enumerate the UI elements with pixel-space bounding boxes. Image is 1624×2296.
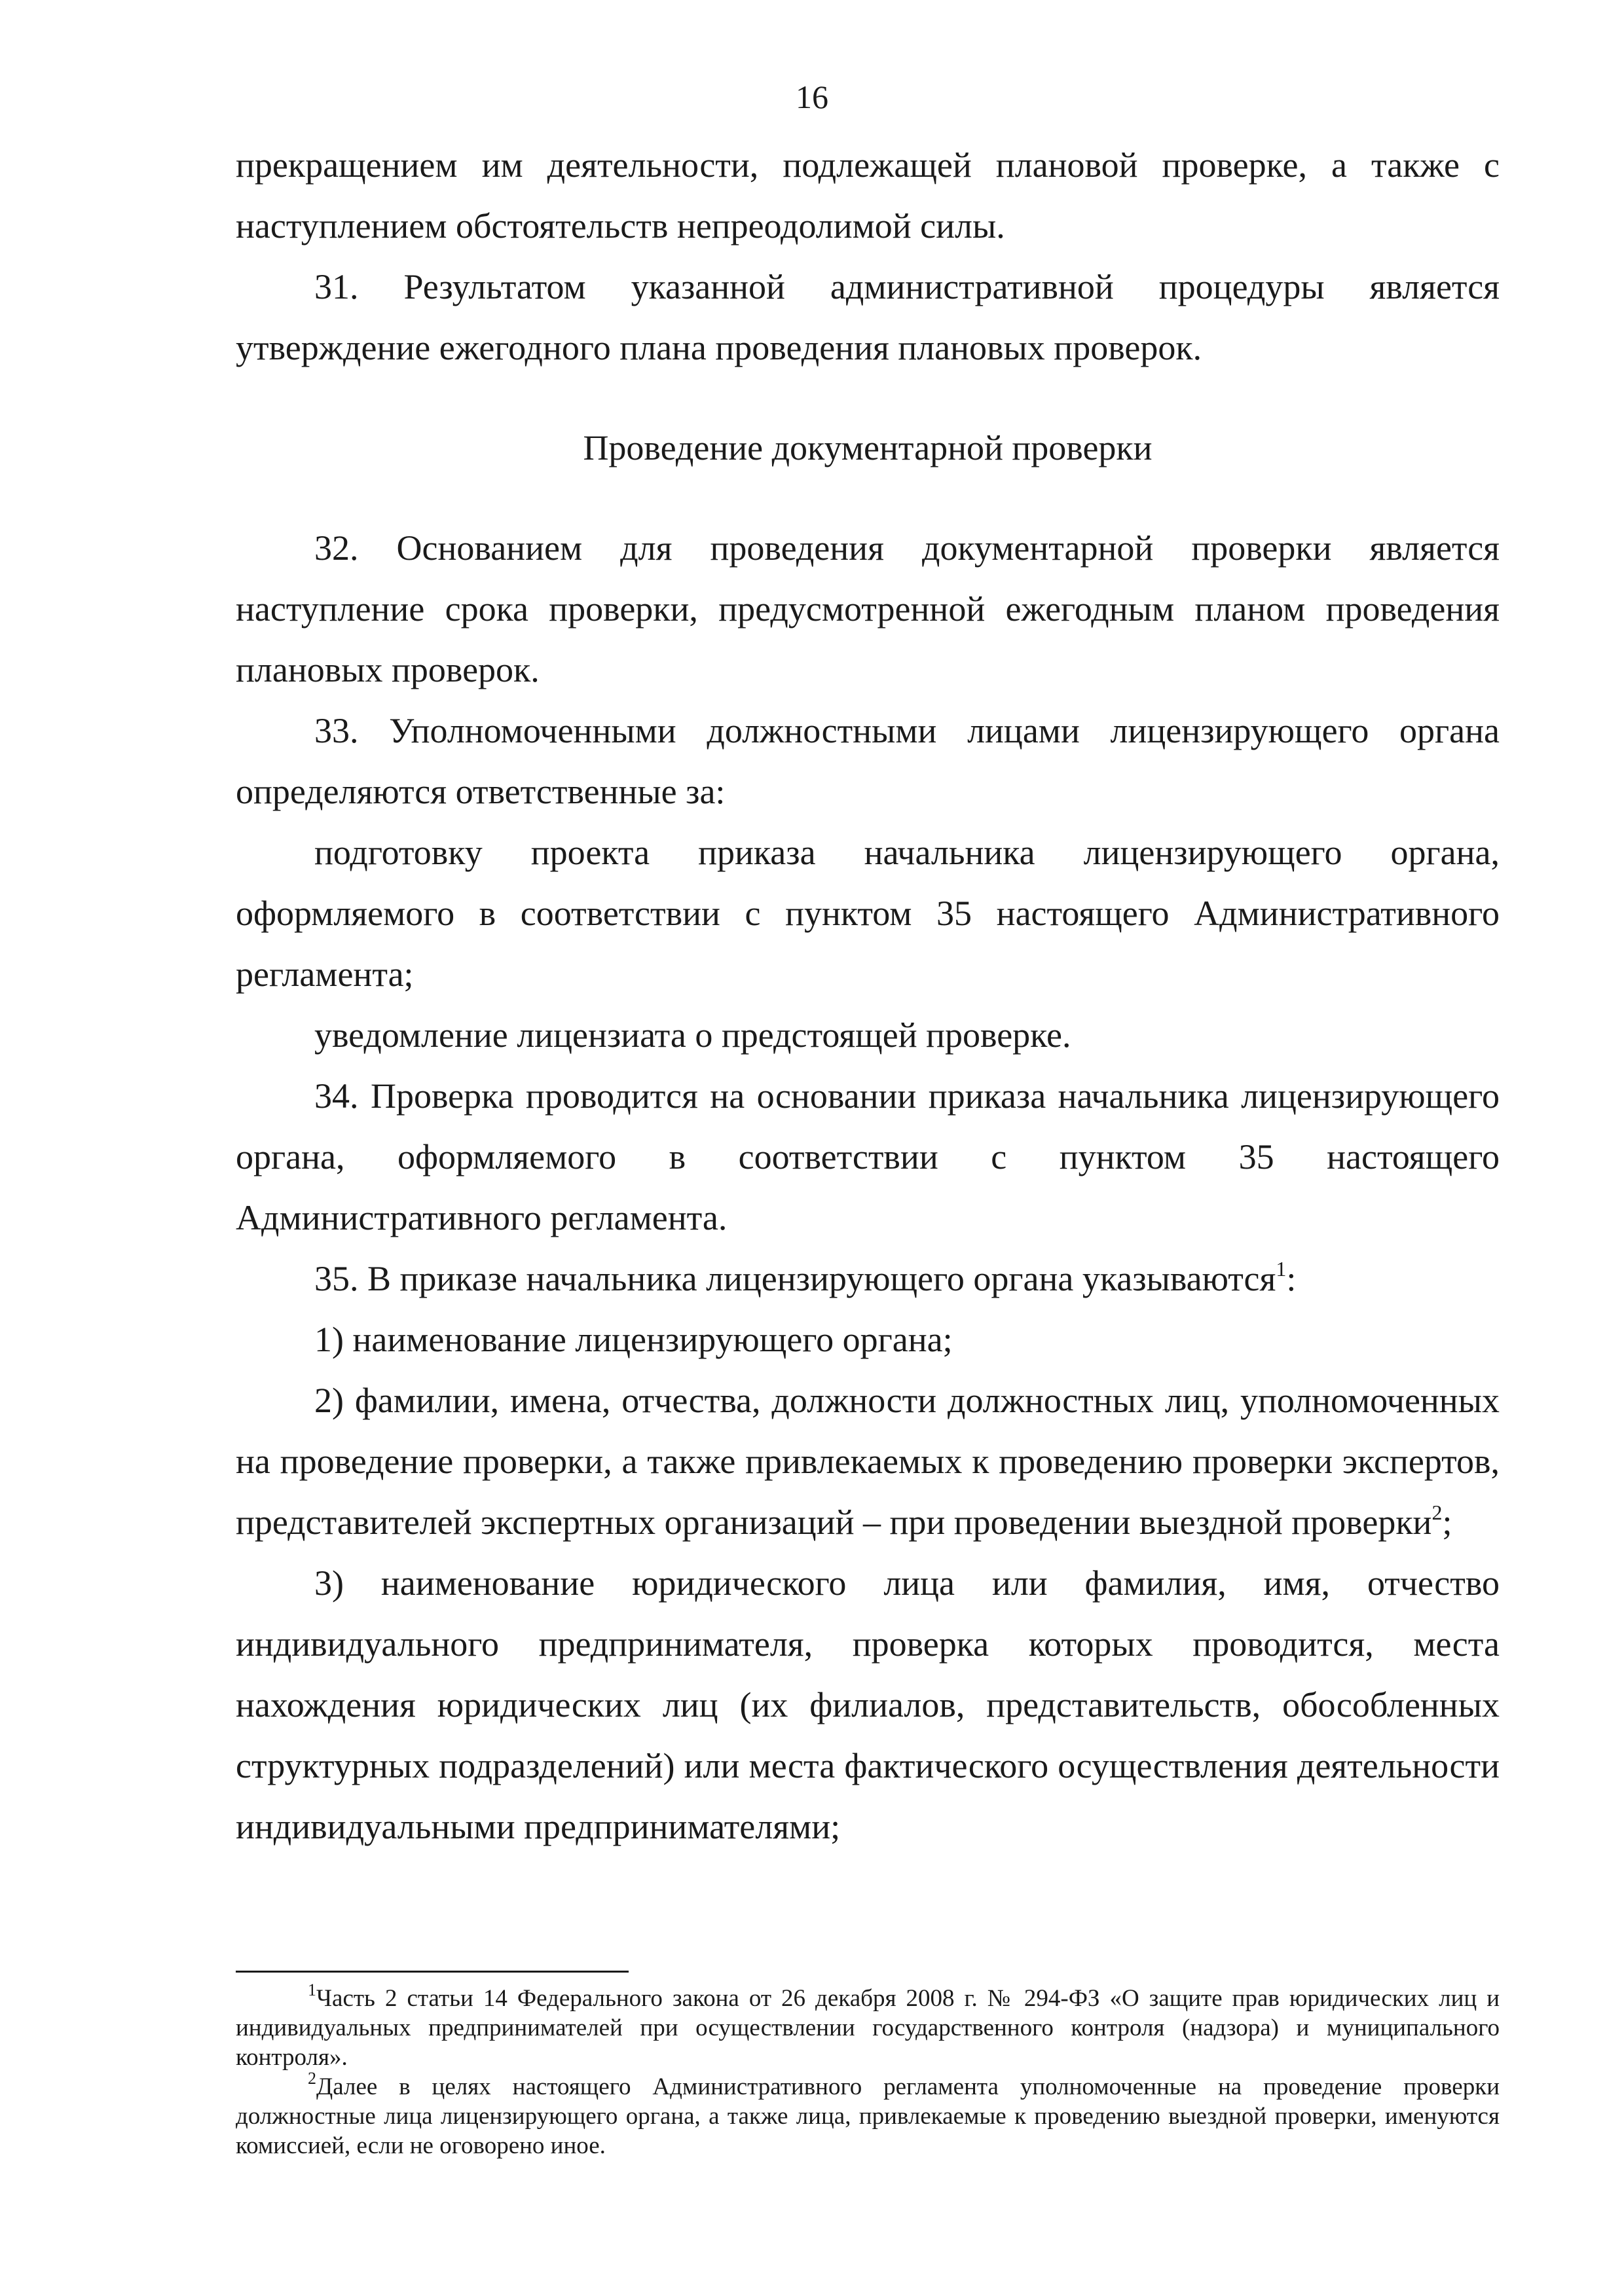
page-number: 16	[796, 79, 828, 115]
list-item-3: 3) наименование юридического лица или фамилия, имя, отчество индивидуального предпринимателя, проверка которых проводится, места нахождения юридических лиц (их филиалов, представительств, обособленных структурных подразделений) или места фактического осуществления деятельности индивидуальными предпринимателями;	[236, 1563, 1500, 1846]
list-item-2	[236, 1370, 1500, 1553]
footnote-ref-1: 1	[1276, 1257, 1287, 1281]
footnote-2-text: Далее в целях настоящего Административного регламента уполномоченные на проведение проверки должностные лица лицензирующего органа, а также лица, привлекаемые к проведению выездной проверки, именуются комиссией, если не оговорено иное.	[236, 2073, 1500, 2159]
footnote-2	[236, 2069, 1500, 2160]
body-text	[236, 135, 1500, 1857]
paragraph-35-text: 35. В приказе начальника лицензирующего органа указываются	[314, 1259, 1276, 1298]
paragraph-32: 32. Основанием для проведения документарной проверки является наступление срока проверки, предусмотренной ежегодным планом проведения плановых проверок.	[236, 528, 1500, 689]
footnote-1	[236, 1980, 1500, 2072]
footnotes	[236, 1980, 1500, 2160]
footnote-mark-2: 2	[308, 2069, 316, 2088]
paragraph-33: 33. Уполномоченными должностными лицами лицензирующего органа определяются ответственные за:	[236, 711, 1500, 811]
paragraph-continuation: прекращением им деятельности, подлежащей плановой проверке, а также с наступлением обстоятельств непреодолимой силы.	[236, 145, 1500, 246]
paragraph-31: 31. Результатом указанной административной процедуры является утверждение ежегодного плана проведения плановых проверок.	[236, 267, 1500, 367]
paragraph-35	[236, 1248, 1500, 1309]
list-item-2-text: 2) фамилии, имена, отчества, должности должностных лиц, уполномоченных на проведение проверки, а также привлекаемых к проведению проверки экспертов, представителей экспертных организаций – при проведении выездной проверки	[236, 1381, 1500, 1542]
paragraph-34: 34. Проверка проводится на основании приказа начальника лицензирующего органа, оформляемого в соответствии с пунктом 35 настоящего Административного регламента.	[236, 1076, 1500, 1237]
paragraph-35-suffix: :	[1286, 1259, 1297, 1298]
list-item-1: 1) наименование лицензирующего органа;	[314, 1320, 953, 1359]
paragraph-33-item-notice: уведомление лицензиата о предстоящей проверке.	[314, 1015, 1071, 1055]
section-heading: Проведение документарной проверки	[583, 428, 1153, 467]
footnote-ref-2: 2	[1431, 1501, 1443, 1524]
footnote-separator	[236, 1971, 629, 1973]
footnote-1-text: Часть 2 статьи 14 Федерального закона от 26 декабря 2008 г. № 294-ФЗ «О защите прав юридических лиц и индивидуальных предпринимателей при осуществлении государственного контроля (надзора) и муниципального контроля».	[236, 1985, 1500, 2071]
list-item-2-suffix: ;	[1442, 1503, 1452, 1542]
footnote-mark-1: 1	[308, 1980, 316, 1999]
paragraph-33-item-order: подготовку проекта приказа начальника лицензирующего органа, оформляемого в соответствии с пунктом 35 настоящего Административного регламента;	[236, 833, 1500, 994]
